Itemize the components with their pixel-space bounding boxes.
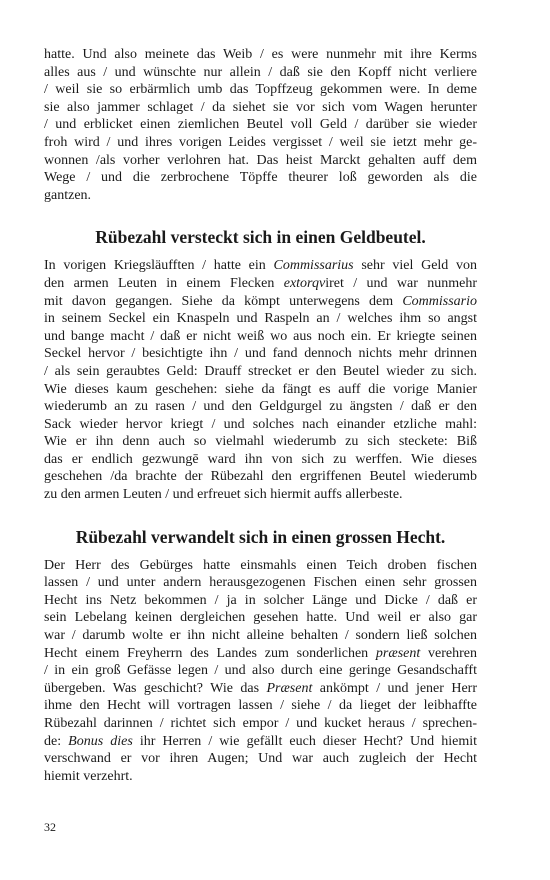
section-1-line: zu den armen Leuten / und erfreuet sich hiermit auffs allerbeste. (44, 487, 403, 503)
section-2-line: Der Herr des Gebürges hatte einsmahls einen Teich droben fischen (44, 557, 477, 573)
italic-term: Bonus dies (68, 733, 133, 749)
section-2-line: Hecht einem Freyherrn des Landes zum sonderlichen præsent verehren (44, 645, 477, 661)
italic-term: Præsent (266, 680, 313, 696)
section-2-line: hiemit verzehrt. (44, 768, 133, 784)
section-1-line: geschehen /da brachte der Rübezahl den ergriffenen Beutel wiederumb (44, 469, 477, 485)
section-1-line: Sack wieder hervor kriegt / und solches nach einander etzliche mahl: (44, 416, 477, 432)
section-2-line: / in ein groß Gefässe legen / und also durch eine geringe Gesandschafft (44, 663, 477, 679)
intro-line: froh wird / und ihres vorigen Leides vergisset / weil sie ietzt mehr ge- (44, 134, 477, 150)
section-1-paragraph (44, 257, 477, 503)
section-2-line: war / darumb wolte er ihn nicht alleine behalten / sondern ließ solchen (44, 628, 477, 644)
section-2-line: Hecht ins Netz bekommen / ja in solcher Länge und Dicke / daß er (44, 592, 477, 608)
section-2-line: ihme den Hecht will vortragen lassen / siehe / da lieget der leibhaffte (44, 698, 477, 714)
section-1-line: wiederumb an zu rasen / und den Geldgurgel zu ängsten / daß er den (44, 399, 477, 415)
intro-line: / weil sie so erbärmlich umb das Topffzeug gekommen were. In deme (44, 82, 477, 98)
section-1-line: / als sein geraubtes Geld: Drauff strecket er den Beutel wieder zu sich. (44, 363, 477, 379)
intro-line: Wege / und die zerbrochene Töpffe theurer loß geworden als die (44, 170, 477, 186)
italic-term: præsent (375, 645, 421, 661)
section-2-line: sein Lebelang keinen dergleichen gesehen hatte. Und weil er also gar (44, 610, 477, 626)
intro-line: sie also jammer schlaget / da siehet sie vor sich vom Wagen herunter (44, 99, 477, 115)
intro-line: wonnen /als vorher verlohren hat. Das heist Marckt gehalten auff dem (44, 152, 477, 168)
page-content (44, 46, 477, 785)
intro-paragraph (44, 46, 477, 204)
italic-term: extorqv (283, 275, 326, 291)
intro-line: hatte. Und also meinete das Weib / es were nunmehr mit ihre Kerms (44, 47, 477, 62)
section-1-line: Seckel hervor / besichtigte ihn / und fand dennoch nichts mehr drinnen (44, 346, 477, 362)
section-2-line: übergeben. Was geschicht? Wie das Præsent ankömpt / und jener Herr (44, 680, 477, 696)
section-1-line: In vorigen Kriegsläufften / hatte ein Commissarius sehr viel Geld von (44, 258, 478, 274)
page-number: 32 (44, 820, 56, 834)
section-1-line: Wie dieses kaum geschehen: siehe da fängt es auff die vorige Manier (44, 381, 477, 397)
section-1-heading: Rübezahl versteckt sich in einen Geldbeutel. (95, 227, 426, 248)
section-1-line: mit davon gegangen. Siehe da kömpt unterwegens dem Commissario (44, 293, 477, 309)
section-2-heading: Rübezahl verwandelt sich in einen grossen Hecht. (75, 526, 446, 547)
section-1-line: den armen Leuten in einem Flecken extorqviret / und war nunmehr (44, 275, 477, 291)
intro-line: alles aus / und wünschte nur allein / daß sie den Kopff nicht verliere (44, 64, 477, 80)
section-1-line: Wie er ihn denn auch so vielmahl wiederumb zu sich steckete: Biß (44, 434, 477, 450)
intro-line: gantzen. (44, 187, 92, 203)
intro-line: / und erblicket einen ziemlichen Beutel voll Geld / darüber sie wieder (44, 117, 477, 133)
italic-term: Commissario (402, 293, 477, 309)
section-2-line: Rübezahl darinnen / richtet sich empor / und kucket heraus / sprechen- (44, 716, 477, 731)
section-1-line: und bange macht / daß er nicht weiß wo aus noch ein. Er kriegte seinen (44, 328, 477, 344)
section-2-line: de: Bonus dies ihr Herren / wie gefällt euch dieser Hecht? Und hiemit (44, 733, 477, 749)
italic-term: Commissarius (273, 258, 354, 274)
section-2-line: lassen / und unter andern herausgezogenen Fischen einen sehr grossen (44, 575, 477, 591)
section-1-line: in seinem Seckel ein Knaspeln und Raspeln an / welches ihm so angst (44, 311, 477, 327)
section-2-line: verschwand er vor ihren Augen; Und war auch zugleich der Hecht (44, 751, 477, 767)
section-2-paragraph (44, 557, 477, 786)
section-1-line: das er endlich gezwungē ward ihn von sich zu werffen. Wie dieses (44, 451, 477, 467)
